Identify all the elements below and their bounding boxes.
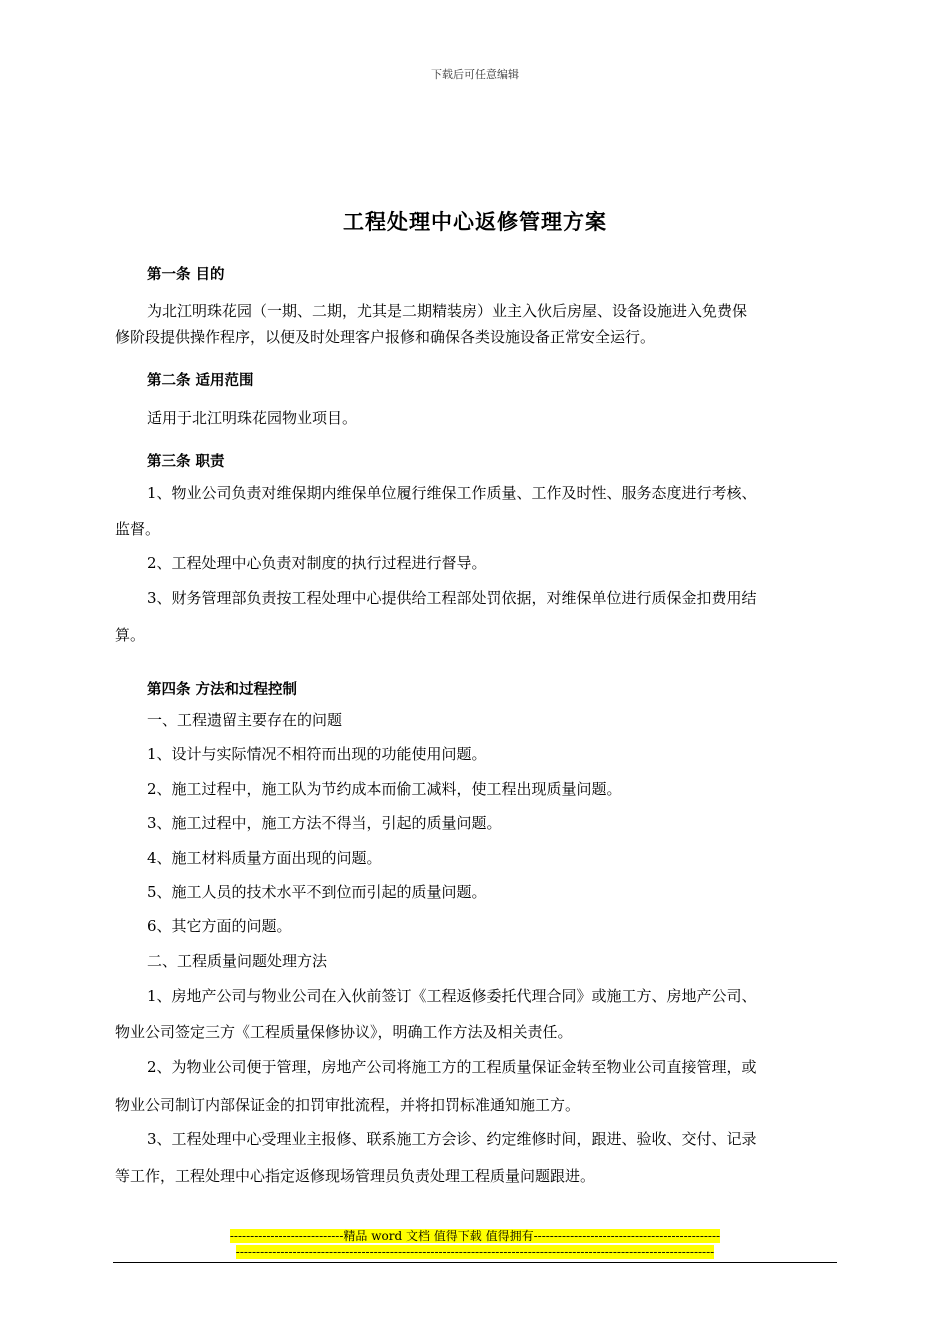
- paragraph-line: 适用于北江明珠花园物业项目。: [147, 409, 358, 427]
- section-heading-1: 第一条 目的: [147, 267, 225, 283]
- footer-divider: [113, 1262, 837, 1263]
- paragraph-line: 1、房地产公司与物业公司在入伙前签订《工程返修委托代理合同》或施工方、房地产公司、: [147, 987, 757, 1005]
- list-item: 6、其它方面的问题。: [147, 917, 292, 935]
- section-heading-2: 第二条 适用范围: [147, 373, 254, 389]
- list-item: 1、设计与实际情况不相符而出现的功能使用问题。: [147, 745, 487, 763]
- paragraph-line: 等工作，工程处理中心指定返修现场管理员负责处理工程质量问题跟进。: [115, 1167, 596, 1185]
- footer-banner-text-1: ----------------------------精品 word 文档 值得下载 值得拥有----------------------------------------------: [229, 1229, 721, 1243]
- paragraph-line: 修阶段提供操作程序，以便及时处理客户报修和确保各类设施设备正常安全运行。: [115, 328, 656, 346]
- list-item: 2、施工过程中，施工队为节约成本而偷工减料，使工程出现质量问题。: [147, 780, 622, 798]
- page-header-note: 下载后可任意编辑: [431, 68, 519, 81]
- subheading: 二、工程质量问题处理方法: [147, 952, 328, 970]
- paragraph-line: 算。: [115, 626, 146, 644]
- list-item: 4、施工材料质量方面出现的问题。: [147, 849, 382, 867]
- footer-banner-text-2: ----------------------------------------------------------------------------------------------------------------------: [235, 1245, 715, 1259]
- document-title: 工程处理中心返修管理方案: [343, 209, 607, 234]
- section-heading-4: 第四条 方法和过程控制: [147, 682, 298, 698]
- footer-banner-line-2: [0, 1245, 950, 1260]
- paragraph-line: 物业公司签定三方《工程质量保修协议》，明确工作方法及相关责任。: [115, 1023, 573, 1041]
- paragraph-line: 3、工程处理中心受理业主报修、联系施工方会诊、约定维修时间，跟进、验收、交付、记录: [147, 1130, 757, 1148]
- paragraph-line: 为北江明珠花园（一期、二期，尤其是二期精装房）业主入伙后房屋、设备设施进入免费保: [147, 302, 748, 320]
- footer-banner-line-1: [0, 1229, 950, 1244]
- paragraph-line: 物业公司制订内部保证金的扣罚审批流程，并将扣罚标准通知施工方。: [115, 1096, 581, 1114]
- section-heading-3: 第三条 职责: [147, 454, 225, 470]
- paragraph-line: 3、财务管理部负责按工程处理中心提供给工程部处罚依据，对维保单位进行质保金扣费用结: [147, 589, 757, 607]
- list-item: 5、施工人员的技术水平不到位而引起的质量问题。: [147, 883, 487, 901]
- paragraph-line: 2、工程处理中心负责对制度的执行过程进行督导。: [147, 554, 487, 572]
- subheading: 一、工程遗留主要存在的问题: [147, 711, 343, 729]
- paragraph-line: 1、物业公司负责对维保期内维保单位履行维保工作质量、工作及时性、服务态度进行考核、: [147, 484, 757, 502]
- paragraph-line: 2、为物业公司便于管理，房地产公司将施工方的工程质量保证金转至物业公司直接管理，或: [147, 1058, 757, 1076]
- paragraph-line: 监督。: [115, 520, 161, 538]
- list-item: 3、施工过程中，施工方法不得当，引起的质量问题。: [147, 814, 502, 832]
